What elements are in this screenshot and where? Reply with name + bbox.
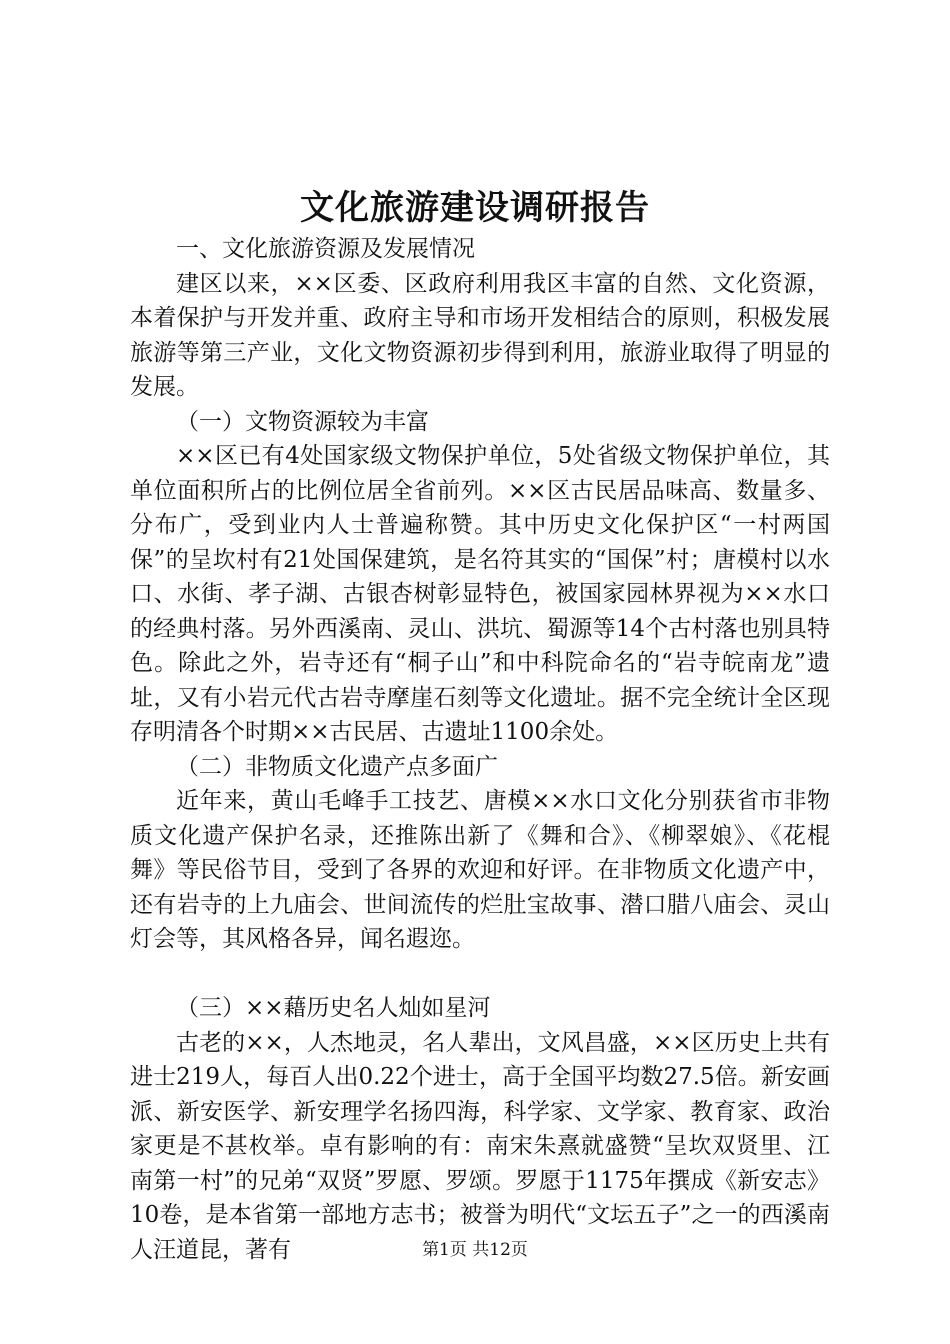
document-body xyxy=(130,232,830,1267)
subsection-heading-2: （二）非物质文化遗产点多面广 xyxy=(176,753,498,780)
subsection-heading-3: （三）××藉历史名人灿如星河 xyxy=(176,995,491,1021)
subsection-heading-1: （一）文物资源较为丰富 xyxy=(176,408,429,435)
paragraph-intro: 建区以来，××区委、区政府利用我区丰富的自然、文化资源，本着保护与开发并重、政府主导和市场开发相结合的原则，积极发展旅游等第三产业，文化文物资源初步得到利用，旅游业取得了明显的发展。 xyxy=(130,270,830,400)
document-title: 文化旅游建设调研报告 xyxy=(300,188,650,228)
paragraph-historical-figures: 古老的××，人杰地灵，名人辈出，文风昌盛，××区历史上共有进士219人，每百人出0.22个进士，高于全国平均数27.5倍。新安画派、新安医学、新安理学名扬四海，科学家、文学家、教育家、政治家更是不甚枚举。卓有影响的有：南宋朱熹就盛赞“呈坎双贤里、江南第一村”的兄弟“双贤”罗愿、罗颂。罗愿于1175年撰成《新安志》10卷，是本省第一部地方志书；被誉为明代“文坛五子”之一的西溪南人汪道昆，著有 xyxy=(130,1029,830,1263)
section-heading-1: 一、文化旅游资源及发展情况 xyxy=(176,236,475,262)
page-footer: 第1页 共12页 xyxy=(422,1240,528,1260)
paragraph-intangible-heritage: 近年来，黄山毛峰手工技艺、唐模××水口文化分别获省市非物质文化遗产保护名录，还推陈出新了《舞和合》、《柳翠娘》、《花棍舞》等民俗节目，受到了各界的欢迎和好评。在非物质文化遗产中，还有岩寺的上九庙会、世间流传的烂肚宝故事、潜口腊八庙会、灵山灯会等，其风格各异，闻名遐迩。 xyxy=(130,788,830,952)
paragraph-cultural-relics: ××区已有4处国家级文物保护单位，5处省级文物保护单位，其单位面积所占的比例位居全省前列。××区古民居品味高、数量多、分布广，受到业内人士普遍称赞。其中历史文化保护区“一村两国保”的呈坎村有21处国保建筑，是名符其实的“国保”村；唐模村以水口、水街、孝子湖、古银杏树彰显特色，被国家园林界视为××水口的经典村落。另外西溪南、灵山、洪坑、蜀源等14个古村落也别具特色。除此之外，岩寺还有“桐子山”和中科院命名的“岩寺皖南龙”遗址，又有小岩元代古岩寺摩崖石刻等文化遗址。据不完全统计全区现存明清各个时期××古民居、古遗址1100余处。 xyxy=(130,443,830,745)
